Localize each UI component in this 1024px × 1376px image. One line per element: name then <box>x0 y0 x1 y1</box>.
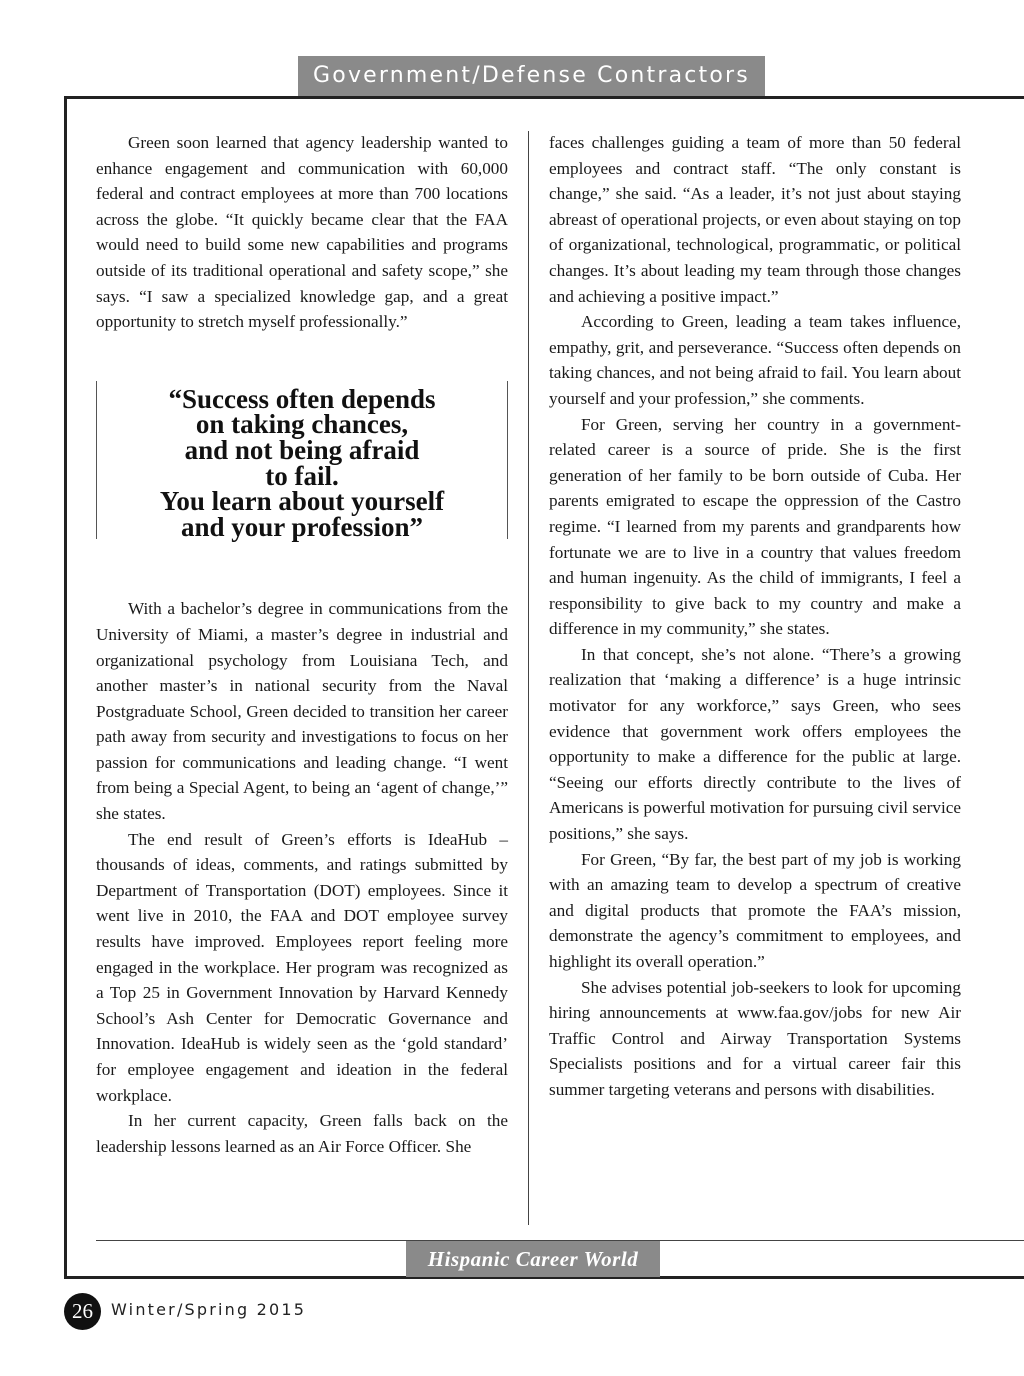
right-column <box>549 130 961 1103</box>
pull-quote-line: on taking chances, <box>195 409 409 440</box>
left-column <box>96 130 508 1159</box>
magazine-name: Hispanic Career World <box>406 1241 660 1277</box>
body-paragraph: faces challenges guiding a team of more than 50 federal employees and contract staff. “The only constant is change,” she said. “As a leader, it’s not just about staying abreast of operational projects, or even about staying on top of organizational, technological, programmatic, or political changes. It’s about leading my team through those changes and achieving a positive impact.” <box>549 133 961 306</box>
body-paragraph: For Green, “By far, the best part of my job is working with an amazing team to develop a spectrum of creative and digital products that promote the FAA’s mission, demonstrate the agency’s commitment to employees, and highlight its overall operation.” <box>549 849 961 971</box>
pull-quote-left-rule <box>96 381 97 539</box>
pull-quote-line: “Success often depends <box>168 383 436 414</box>
pull-quote-line: and not being afraid <box>184 434 420 465</box>
pull-quote-line: You learn about yourself <box>159 486 445 517</box>
body-paragraph: In that concept, she’s not alone. “There’s a growing realization that ‘making a difference’ is a huge intrinsic motivator for any workforce,” says Green, who sees evidence that government work offers employees the opportunity to make a difference for the public at large. “Seeing our efforts directly contribute to the lives of Americans is powerful motivation for pursuing civil service positions,” she says. <box>549 644 961 844</box>
body-paragraph: The end result of Green’s efforts is IdeaHub – thousands of ideas, comments, and ratings submitted by Department of Transportation (DOT) employees. Since it went live in 2010, the FAA and DOT employee survey results have improved. Employees report feeling more engaged in the workplace. Her program was recognized as a Top 25 in Government Innovation by Harvard Kennedy School’s Ash Center for Democratic Governance and Innovation. IdeaHub is widely seen as the ‘gold standard’ for employee engagement and ideation in the federal workplace. <box>96 829 508 1105</box>
pull-quote <box>96 383 508 542</box>
column-divider <box>528 131 529 1225</box>
body-paragraph: With a bachelor’s degree in communications from the University of Miami, a master’s degree in industrial and organizational psychology from Louisiana Tech, and another master’s in national security from the Naval Postgraduate School, Green decided to transition her career path away from security and investigations to focus on her passion for communications and leading change. “I went from being a Special Agent, to being an ‘agent of change,’” she states. <box>96 599 508 824</box>
page-number: 26 <box>64 1293 101 1330</box>
section-header: Government/Defense Contractors <box>298 56 765 96</box>
pull-quote-line: and your profession” <box>180 511 424 542</box>
body-paragraph: In her current capacity, Green falls back on the leadership lessons learned as an Air Force Officer. She <box>96 1111 508 1156</box>
pull-quote-line: to fail. <box>265 460 339 491</box>
body-paragraph: Green soon learned that agency leadership wanted to enhance engagement and communication with 60,000 federal and contract employees at more than 700 locations across the globe. “It quickly became clear that the FAA would need to build some new capabilities and programs outside of its traditional operational and safety scope,” she says. “I saw a specialized knowledge gap, and a great opportunity to stretch myself professionally.” <box>96 133 508 332</box>
body-paragraph: According to Green, leading a team takes influence, empathy, grit, and perseverance. “Success often depends on taking chances, and not being afraid to fail. You learn about yourself and your profession,” she comments. <box>549 312 961 408</box>
issue-label: Winter/Spring 2015 <box>111 1300 307 1319</box>
body-paragraph: She advises potential job-seekers to look for upcoming hiring announcements at www.faa.gov/jobs for new Air Traffic Control and Airway Transportation Systems Specialists positions and for a virtual career fair this summer targeting veterans and persons with disabilities. <box>549 977 961 1099</box>
body-paragraph: For Green, serving her country in a government-related career is a source of pride. She is the first generation of her family to be born outside of Cuba. Her parents emigrated to escape the oppression of the Castro regime. “I learned from my parents and grandparents how fortunate we are to live in a country that values freedom and human ingenuity. As the child of immigrants, I feel a responsibility to give back to my country and make a difference in my community,” she states. <box>549 414 961 639</box>
pull-quote-right-rule <box>507 381 508 539</box>
